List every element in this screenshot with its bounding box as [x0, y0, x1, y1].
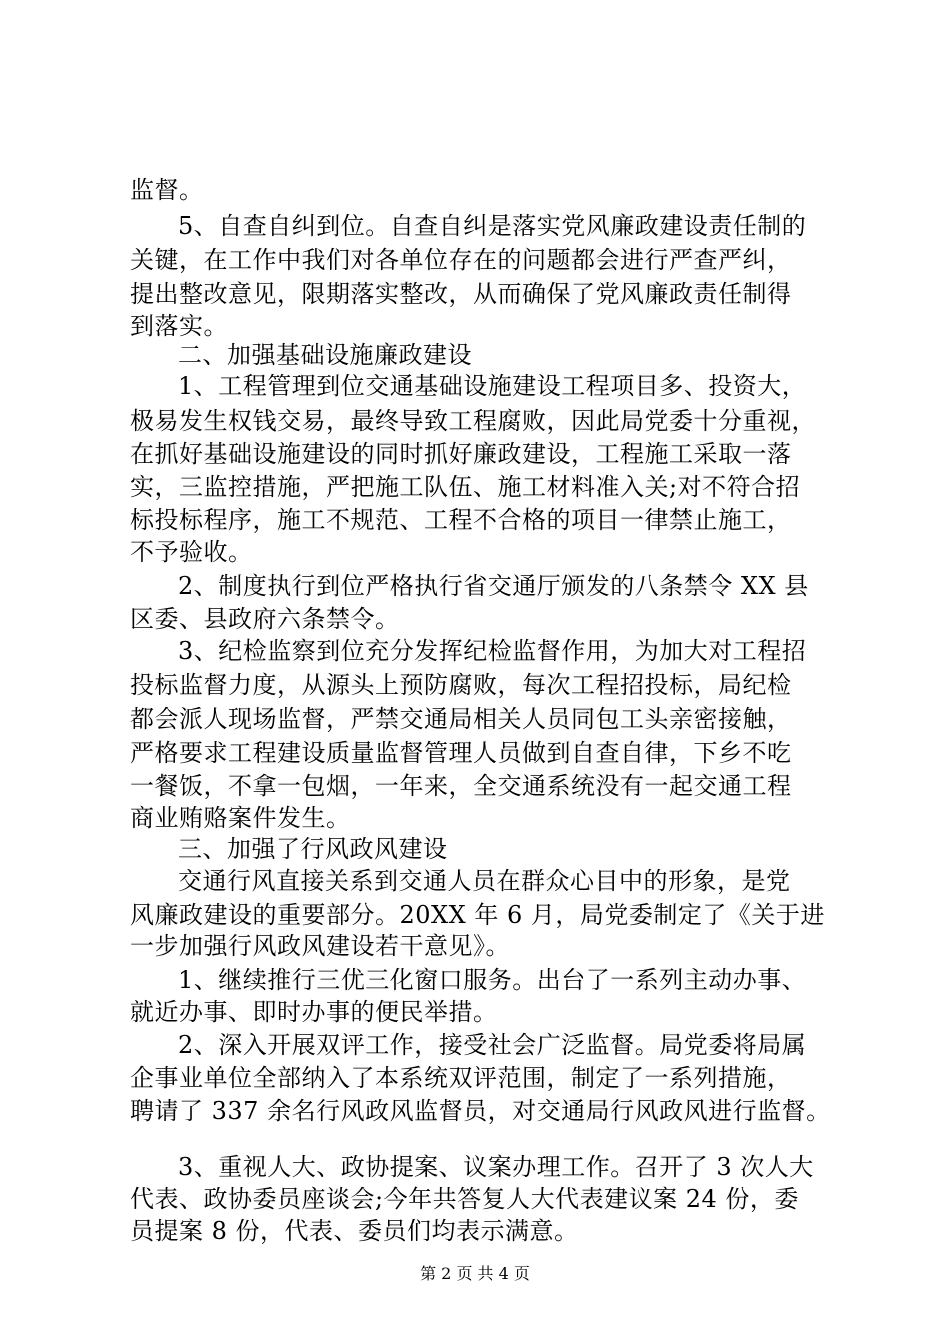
- text-line: 2、制度执行到位严格执行省交通厅颁发的八条禁令 XX 县: [178, 572, 809, 600]
- text-line: 实，三监控措施，严把施工队伍、施工材料准入关;对不符合招: [130, 473, 801, 501]
- text-line: 关键，在工作中我们对各单位存在的问题都会进行严查严纠，: [130, 246, 792, 274]
- text-line: 提出整改意见，限期落实整改，从而确保了党风廉政责任制得: [130, 280, 792, 308]
- section-heading: 二、加强基础设施廉政建设: [178, 341, 472, 369]
- text-line: 员提案 8 份，代表、委员们均表示满意。: [130, 1217, 579, 1245]
- text-line: 3、纪检监察到位充分发挥纪检监督作用，为加大对工程招: [178, 637, 807, 665]
- page-number-footer: 第 2 页 共 4 页: [420, 1264, 530, 1283]
- text-line: 2、深入开展双评工作，接受社会广泛监督。局党委将局属: [178, 1031, 807, 1059]
- text-line: 不予验收。: [130, 538, 253, 566]
- text-line: 交通行风直接关系到交通人员在群众心目中的形象，是党: [178, 867, 791, 895]
- text-line: 标投标程序，施工不规范、工程不合格的项目一律禁止施工，: [130, 506, 792, 534]
- text-line: 企事业单位全部纳入了本系统双评范围，制定了一系列措施，: [130, 1064, 792, 1092]
- text-line: 监督。: [130, 176, 204, 204]
- text-line: 在抓好基础设施建设的同时抓好廉政建设，工程施工采取一落: [130, 440, 792, 468]
- text-line: 严格要求工程建设质量监督管理人员做到自查自律，下乡不吃: [130, 739, 792, 767]
- text-line: 5、自查自纠到位。自查自纠是落实党风廉政建设责任制的: [178, 212, 807, 240]
- text-line: 商业贿赂案件发生。: [130, 804, 351, 832]
- text-line: 就近办事、即时办事的便民举措。: [130, 998, 498, 1026]
- text-line: 风廉政建设的重要部分。20XX 年 6 月，局党委制定了《关于进: [130, 901, 825, 929]
- text-line: 一餐饭，不拿一包烟，一年来，全交通系统没有一起交通工程: [130, 772, 792, 800]
- text-line: 3、重视人大、政协提案、议案办理工作。召开了 3 次人大: [178, 1153, 814, 1181]
- section-heading: 三、加强了行风政风建设: [178, 835, 448, 863]
- text-line: 代表、政协委员座谈会;今年共答复人大代表建议案 24 份，委: [130, 1185, 799, 1213]
- text-line: 投标监督力度，从源头上预防腐败，每次工程招投标，局纪检: [130, 671, 792, 699]
- text-line: 到落实。: [130, 312, 228, 340]
- text-line: 区委、县政府六条禁令。: [130, 605, 400, 633]
- text-line: 聘请了 337 余名行风政风监督员，对交通局行风政风进行监督。: [130, 1097, 831, 1125]
- text-line: 都会派人现场监督，严禁交通局相关人员同包工头亲密接触，: [130, 705, 792, 733]
- text-line: 一步加强行风政风建设若干意见》。: [130, 932, 510, 960]
- text-line: 1、继续推行三优三化窗口服务。出台了一系列主动办事、: [178, 966, 807, 994]
- text-line: 极易发生权钱交易，最终导致工程腐败，因此局党委十分重视，: [130, 407, 816, 435]
- text-line: 1、工程管理到位交通基础设施建设工程项目多、投资大，: [178, 372, 807, 400]
